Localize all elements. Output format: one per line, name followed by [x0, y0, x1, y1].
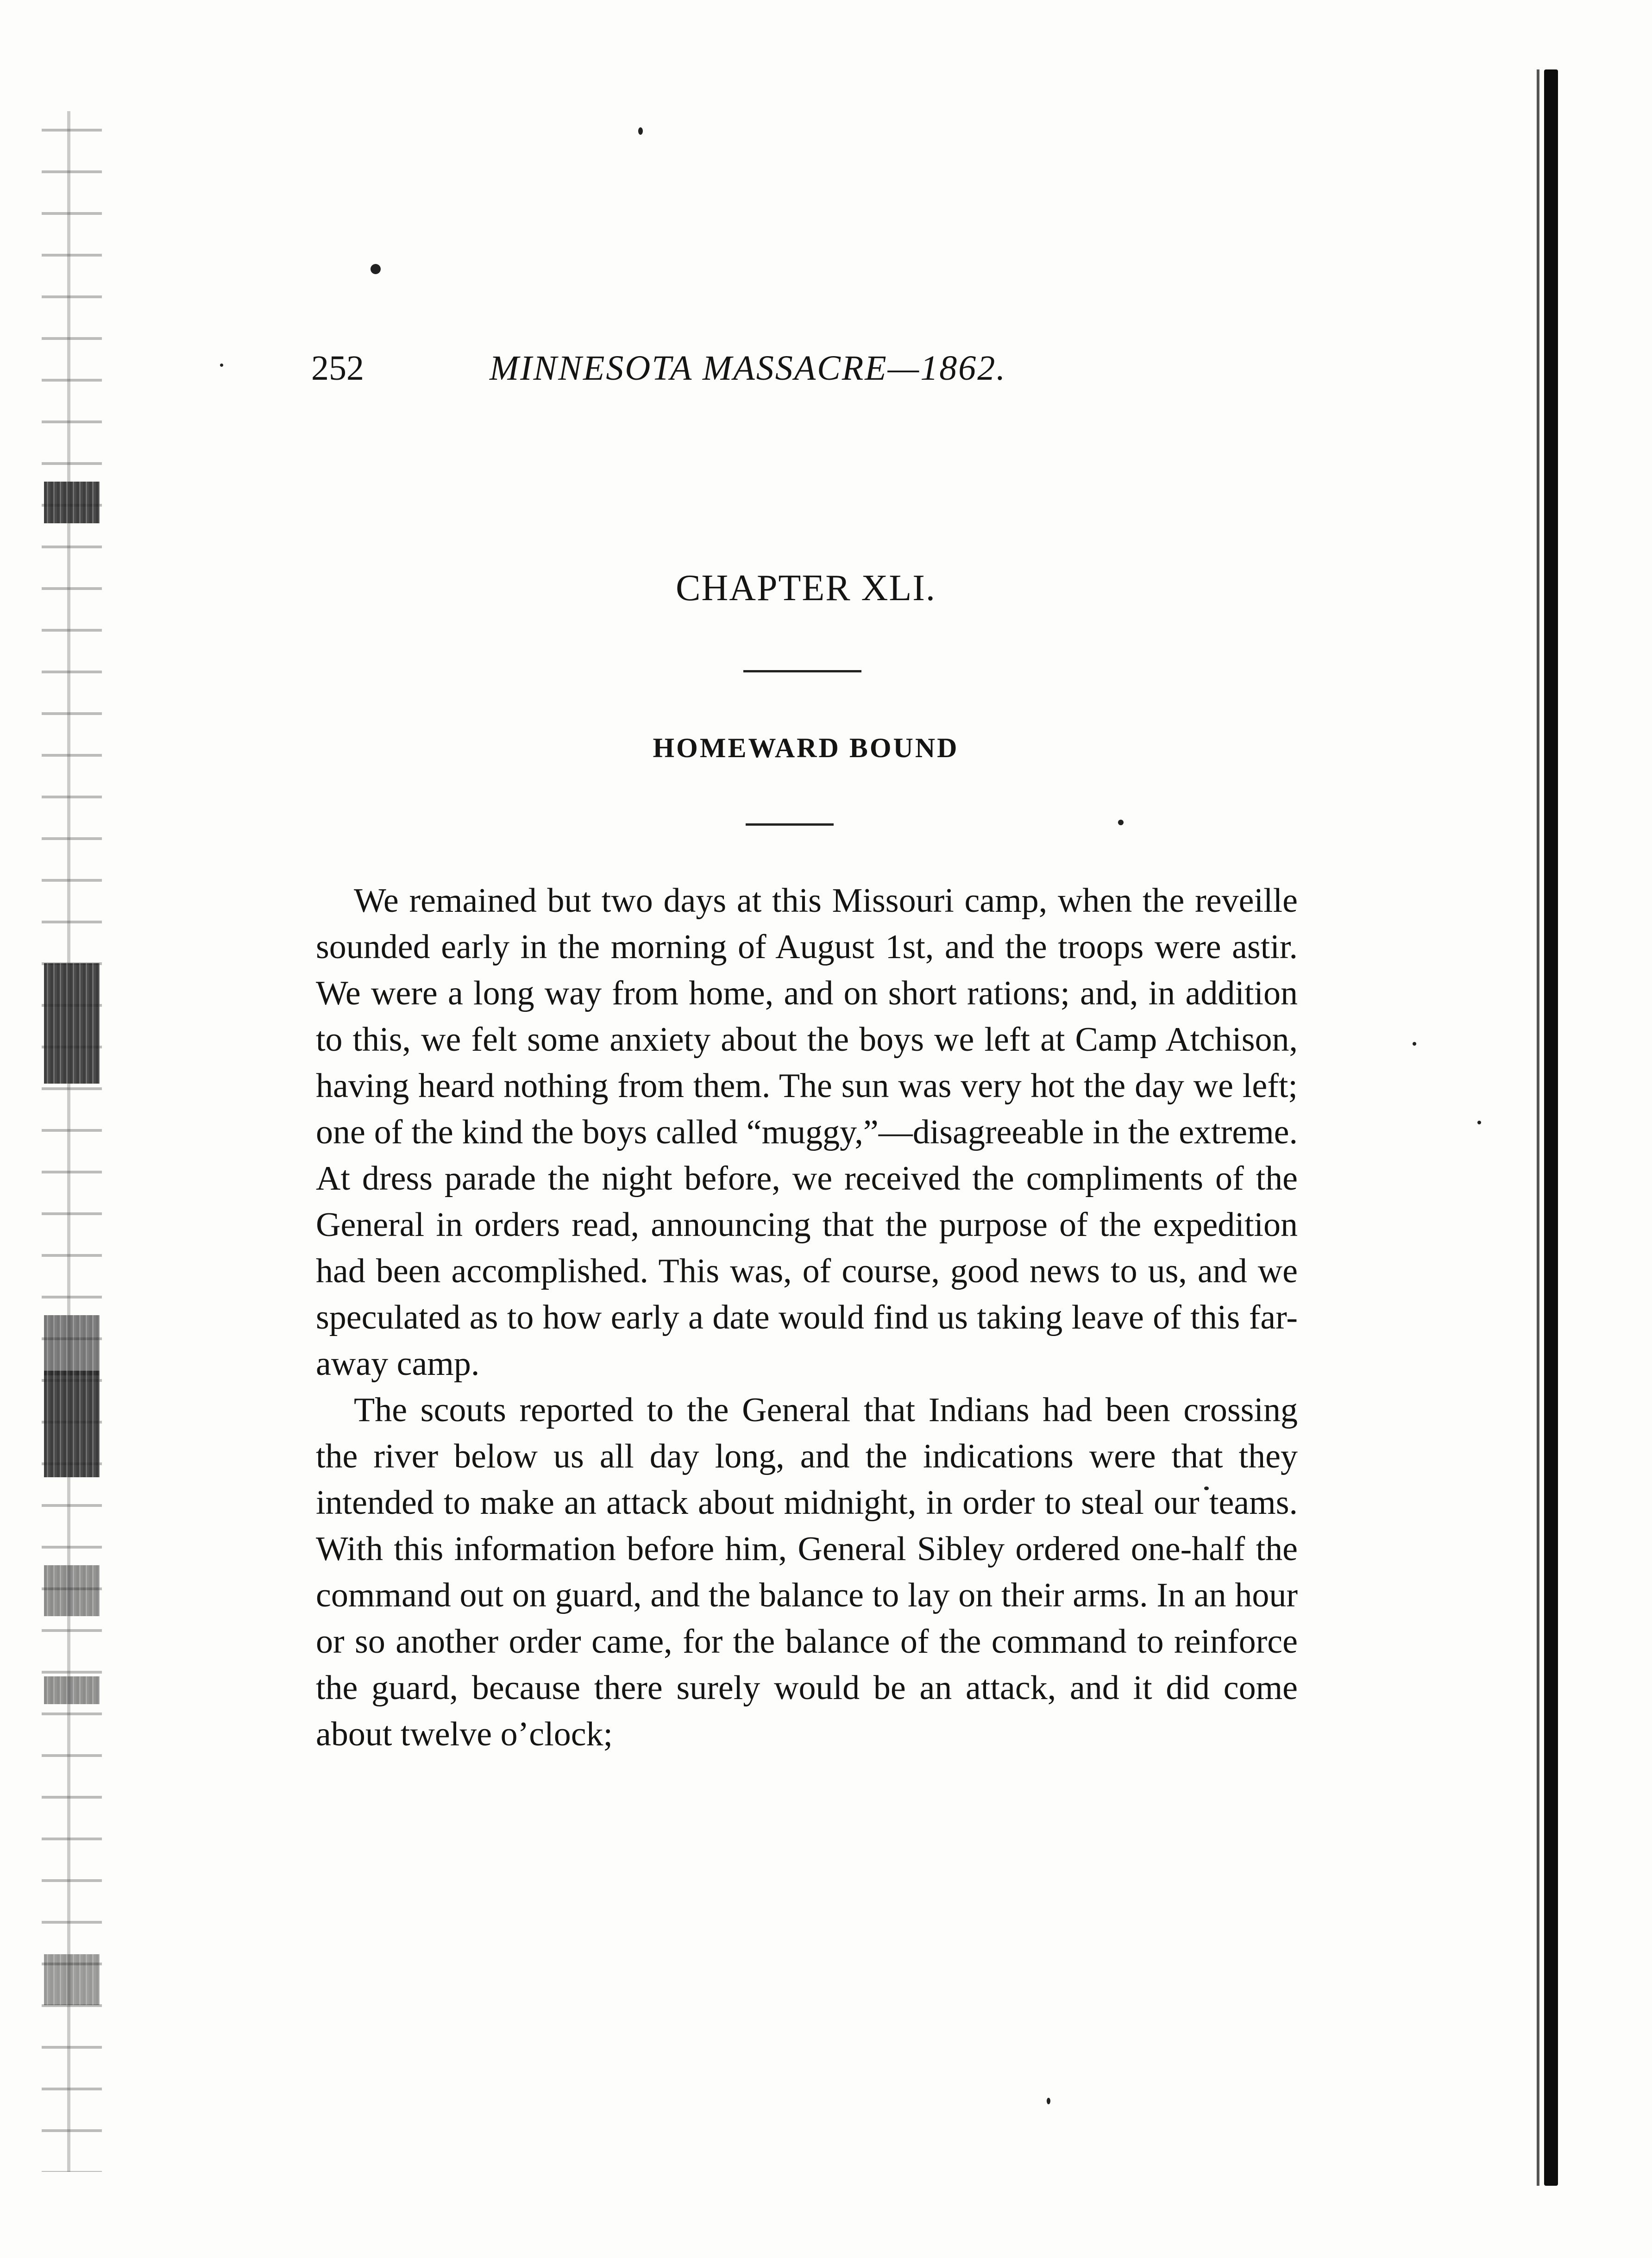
running-head-title: MINNESOTA MASSACRE—1862. [490, 349, 1007, 388]
chapter-title: CHAPTER XLI. [676, 568, 936, 608]
page-number: 252 [311, 349, 364, 388]
scan-speck [1413, 1042, 1416, 1046]
divider-rule [746, 823, 834, 826]
paragraph: We remained but two days at this Missouri camp, when the reveille sounded early in the morning of August 1st, and the troops were astir. We were a long way from home, and on short rations; and, in addition to this, we felt some anxiety about the boys we left at Camp Atchison, having heard nothing from them. The sun was very hot the day we left; one of the kind the boys called “muggy,”—disagreeable in the extreme. At dress parade the night before, we received the compliments of the General in orders read, announcing that the purpose of the expedition had been accomplished. This was, of course, good news to us, and we speculated as to how early a date would find us taking leave of this far-away camp. [316, 882, 1298, 1383]
divider-rule [743, 670, 861, 672]
scan-edge-artifact [44, 482, 100, 523]
scan-edge-artifact [1544, 69, 1558, 2186]
scan-edge-artifact [44, 963, 100, 1084]
scan-edge-artifact [44, 1565, 100, 1616]
scan-speck [371, 264, 381, 274]
scan-edge-artifact [1537, 69, 1539, 2186]
scan-edge-artifact [44, 1315, 100, 1375]
scan-speck [1118, 820, 1124, 825]
scan-speck [220, 364, 223, 367]
paragraph: The scouts reported to the General that Indians had been crossing the river below us all day long, and the indications were that they intended to make an attack about midnight, in order to steal our teams. With this information before him, General Sibley ordered one-half the command out on guard, and the balance to lay on their arms. In an hour or so another order came, for the balance of the command to reinforce the guard, because there surely would be an attack, and it did come about twelve o’clock; [316, 1391, 1298, 1753]
scan-edge-artifact [44, 1371, 100, 1477]
running-head [311, 343, 1298, 394]
chapter-subtitle: HOMEWARD BOUND [653, 733, 959, 763]
scan-edge-artifact [44, 1676, 100, 1704]
scan-edge-artifact [42, 111, 102, 2172]
scan-speck [1047, 2098, 1050, 2104]
scan-edge-artifact [44, 1954, 100, 2005]
scan-speck [1477, 1121, 1481, 1124]
scan-speck [638, 127, 643, 135]
body-text [316, 878, 1298, 1757]
